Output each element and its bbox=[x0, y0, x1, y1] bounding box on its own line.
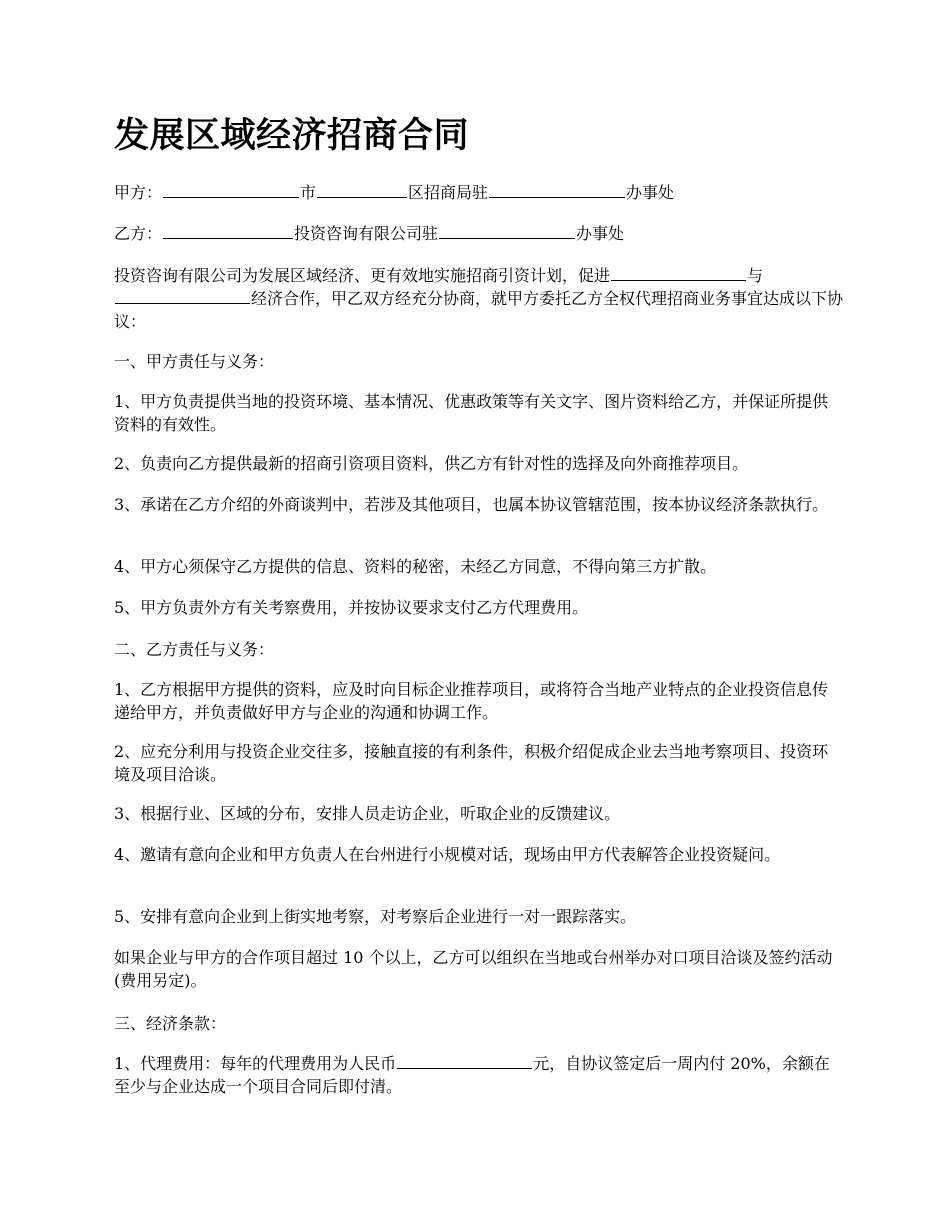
party-a-line bbox=[114, 181, 844, 204]
clause: 4、邀请有意向企业和甲方负责人在台州进行小规模对话，现场由甲方代表解答企业投资疑问。 bbox=[114, 845, 781, 864]
clause: 1、甲方负责提供当地的投资环境、基本情况、优惠政策等有关文字、图片资料给乙方，并保证所提供资料的有效性。 bbox=[114, 392, 829, 434]
office-suffix: 办事处 bbox=[626, 183, 675, 202]
office-suffix: 办事处 bbox=[576, 224, 625, 243]
page-title: 发展区域经济招商合同 bbox=[114, 115, 470, 156]
section-heading: 二、乙方责任与义务： bbox=[114, 640, 275, 659]
party-a-label: 甲方： bbox=[114, 183, 163, 202]
blank-field bbox=[317, 181, 407, 198]
company-suffix: 投资咨询有限公司驻 bbox=[294, 224, 439, 243]
blank-field bbox=[397, 1052, 532, 1069]
clause-text: 元，自协议签定后一周内付 20%，余额在至少与企业达成一个项目合同后即付清。 bbox=[114, 1054, 830, 1096]
blank-field bbox=[439, 222, 575, 239]
clause: 5、安排有意向企业到上街实地考察，对考察后企业进行一对一跟踪落实。 bbox=[114, 907, 637, 926]
intro-text: 投资咨询有限公司为发展区域经济、更有效地实施招商引资计划，促进 bbox=[114, 266, 611, 285]
note-paragraph: 如果企业与甲方的合作项目超过 10 个以上，乙方可以组织在当地或台州举办对口项目洽谈及签约活动(费用另定)。 bbox=[114, 948, 833, 990]
clause: 4、甲方心须保守乙方提供的信息、资料的秘密，未经乙方同意，不得向第三方扩散。 bbox=[114, 557, 717, 576]
blank-field bbox=[611, 264, 746, 281]
blank-field bbox=[163, 222, 293, 239]
clause: 2、负责向乙方提供最新的招商引资项目资料，供乙方有针对性的选择及向外商推荐项目。 bbox=[114, 454, 749, 473]
clause bbox=[114, 1052, 844, 1098]
intro-text: 与 bbox=[747, 266, 764, 285]
city-suffix: 市 bbox=[300, 183, 317, 202]
clause-text: 1、代理费用：每年的代理费用为人民币 bbox=[114, 1054, 397, 1073]
intro-text: 经济合作，甲乙双方经充分协商，就甲方委托乙方全权代理招商业务事宜达成以下协议： bbox=[114, 289, 844, 331]
clause: 2、应充分利用与投资企业交往多，接触直接的有利条件，积极介绍促成企业去当地考察项目、投资环境及项目洽谈。 bbox=[114, 742, 829, 784]
clause: 3、根据行业、区域的分布，安排人员走访企业，听取企业的反馈建议。 bbox=[114, 804, 621, 823]
clause: 1、乙方根据甲方提供的资料，应及时向目标企业推荐项目，或将符合当地产业特点的企业投资信息传递给甲方，并负责做好甲方与企业的沟通和协调工作。 bbox=[114, 680, 829, 722]
section-heading: 一、甲方责任与义务： bbox=[114, 352, 275, 371]
blank-field bbox=[163, 181, 299, 198]
blank-field bbox=[115, 287, 250, 304]
district-suffix: 区招商局驻 bbox=[408, 183, 489, 202]
clause: 5、甲方负责外方有关考察费用，并按协议要求支付乙方代理费用。 bbox=[114, 598, 589, 617]
blank-field bbox=[489, 181, 625, 198]
party-b-label: 乙方： bbox=[114, 224, 163, 243]
section-heading: 三、经济条款： bbox=[114, 1014, 227, 1033]
clause: 3、承诺在乙方介绍的外商谈判中，若涉及其他项目，也属本协议管辖范围，按本协议经济条款执行。 bbox=[114, 495, 829, 514]
party-b-line bbox=[114, 222, 844, 245]
intro-paragraph bbox=[114, 264, 844, 333]
